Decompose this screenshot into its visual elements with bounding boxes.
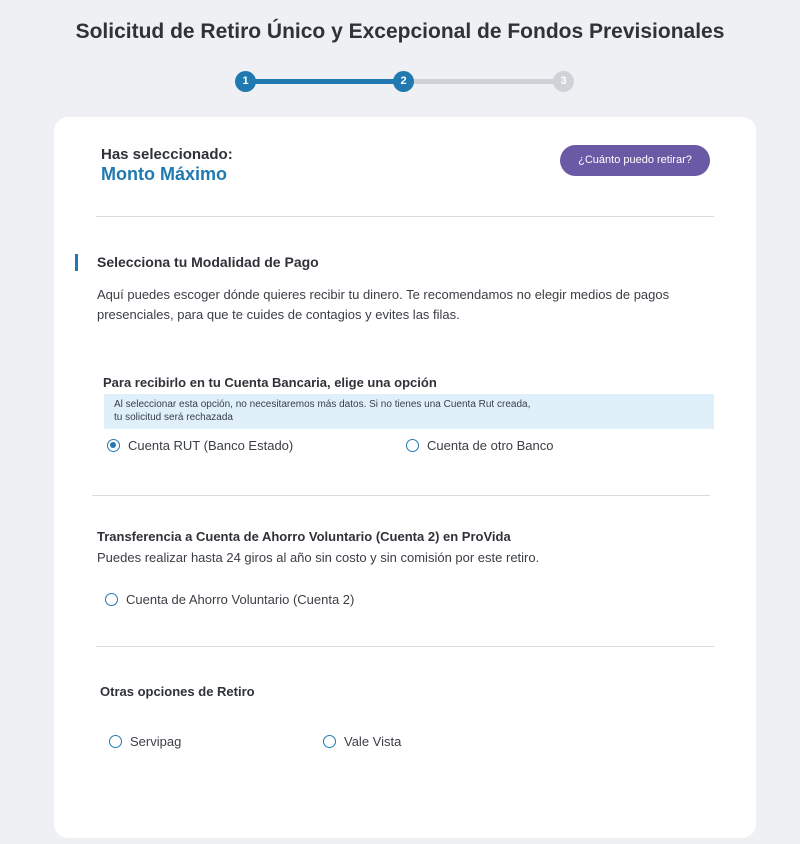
page-title: Solicitud de Retiro Único y Excepcional de Fondos Previsionales (75, 20, 725, 43)
divider (96, 216, 714, 217)
radio-cuenta-rut-label: Cuenta RUT (Banco Estado) (128, 438, 294, 453)
divider (96, 646, 714, 647)
withdrawal-form-card (54, 117, 756, 838)
section-accent-bar (75, 254, 78, 271)
payment-method-title: Selecciona tu Modalidad de Pago (97, 254, 319, 270)
radio-unchecked-icon (105, 593, 118, 606)
selected-amount-value: Monto Máximo (101, 164, 227, 184)
radio-other-bank-label: Cuenta de otro Banco (427, 438, 554, 453)
info-notice-line2: tu solicitud será rechazada (114, 412, 233, 423)
radio-servipag[interactable] (109, 734, 181, 749)
stepper-line-completed (246, 79, 404, 84)
radio-unchecked-icon (323, 735, 336, 748)
radio-servipag-label: Servipag (130, 734, 182, 749)
stepper-line-pending (404, 79, 564, 84)
radio-unchecked-icon (406, 439, 419, 452)
step-2: 2 (393, 71, 414, 92)
info-notice (104, 394, 714, 429)
radio-vale-vista-label: Vale Vista (344, 734, 402, 749)
other-options-title: Otras opciones de Retiro (100, 684, 255, 699)
radio-cuenta-rut[interactable] (107, 438, 293, 453)
selected-amount-label: Has seleccionado: (101, 146, 233, 163)
savings-section-title: Transferencia a Cuenta de Ahorro Voluntario (Cuenta 2) en ProVida (97, 529, 511, 544)
step-1: 1 (235, 71, 256, 92)
radio-unchecked-icon (109, 735, 122, 748)
radio-voluntary-savings[interactable] (105, 592, 354, 607)
radio-vale-vista[interactable] (323, 734, 401, 749)
radio-voluntary-savings-label: Cuenta de Ahorro Voluntario (Cuenta 2) (126, 592, 355, 607)
progress-stepper (0, 70, 800, 94)
divider (92, 495, 710, 496)
info-notice-line1: Al seleccionar esta opción, no necesitaremos más datos. Si no tienes una Cuenta Rut creada, (114, 399, 531, 410)
radio-checked-icon (107, 439, 120, 452)
how-much-can-i-withdraw-button[interactable]: ¿Cuánto puedo retirar? (560, 145, 710, 176)
bank-account-section-title: Para recibirlo en tu Cuenta Bancaria, elige una opción (103, 375, 437, 390)
radio-other-bank[interactable] (406, 438, 553, 453)
savings-section-description: Puedes realizar hasta 24 giros al año sin costo y sin comisión por este retiro. (97, 550, 540, 565)
payment-description-line2: presenciales, para que te cuides de contagios y evites las filas. (97, 307, 460, 322)
step-3: 3 (553, 71, 574, 92)
payment-description-line1: Aquí puedes escoger dónde quieres recibir tu dinero. Te recomendamos no elegir medios de pagos (97, 287, 670, 302)
